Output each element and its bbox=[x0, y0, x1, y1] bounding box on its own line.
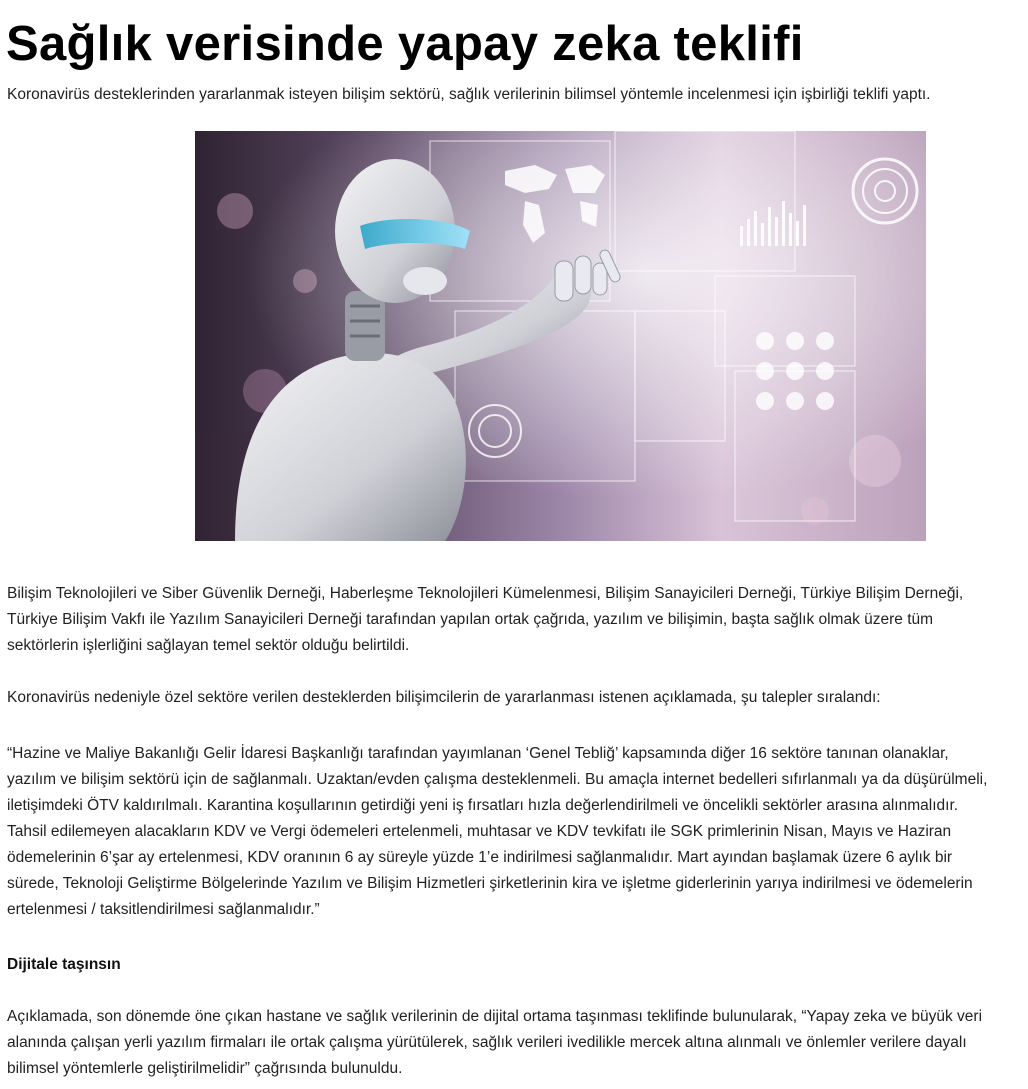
text-line: iletişimdeki ÖTV kaldırılmalı. Karantina koşullarının getirdiği yeni iş fırsatları hızla değerlendirilmeli ve öncelikli sektörler arasına alınmalıdır. bbox=[7, 797, 959, 814]
text-line: Tahsil edilemeyen alacakların KDV ve Vergi ödemeleri ertelenmeli, muhtasar ve KDV tevkifatı ile SGK primlerinin Nisan, Mayıs ve Haziran bbox=[7, 823, 952, 840]
text-line: Bilişim Teknolojileri ve Siber Güvenlik Derneği, Haberleşme Teknolojileri Kümelenmesi, Bilişim Sanayicileri Derneği, Türkiye Bilişim Derneği, bbox=[7, 585, 964, 602]
hero-image bbox=[195, 131, 926, 541]
quote-paragraph bbox=[7, 741, 1023, 923]
text-line: ertelenmesi / taksitlendirilmesi sağlanmalıdır.” bbox=[7, 901, 320, 918]
text-line: sürede, Teknoloji Geliştirme Bölgelerinde Yazılım ve Bilişim Hizmetleri şirketlerinin kira ve işletme giderlerinin yarıya indirilmesi ve ödemelerin bbox=[7, 875, 973, 892]
body-paragraph-1 bbox=[7, 581, 1023, 659]
text-line: sektörlerin işlerliğini sağlayan temel sektör olduğu belirtildi. bbox=[7, 637, 410, 654]
text-line: “Hazine ve Maliye Bakanlığı Gelir İdaresi Başkanlığı tarafından yayımlanan ‘Genel Tebliğ’ kapsamında diğer 16 sektöre tanınan olanaklar, bbox=[7, 745, 949, 762]
text-line: Koronavirüs nedeniyle özel sektöre verilen desteklerden bilişimcilerin de yararlanması istenen açıklamada, şu talepler sıralandı: bbox=[7, 689, 881, 706]
text-line: Türkiye Bilişim Vakfı ile Yazılım Sanayicileri Derneği tarafından yapılan ortak çağrıda, yazılım ve bilişimin, başta sağlık olmak üzere tüm bbox=[7, 611, 934, 628]
text-line: bilimsel yöntemlerle geliştirilmelidir” çağrısında bulunuldu. bbox=[7, 1060, 403, 1077]
body-paragraph-4 bbox=[7, 1004, 1023, 1082]
lead-paragraph: Koronavirüs desteklerinden yararlanmak isteyen bilişim sektörü, sağlık verilerinin bilimsel yöntemle incelenmesi için işbirliği teklifi yaptı. bbox=[7, 86, 931, 103]
body-paragraph-2 bbox=[7, 685, 1023, 711]
subheading: Dijitale taşınsın bbox=[7, 956, 121, 973]
text-line: Açıklamada, son dönemde öne çıkan hastane ve sağlık verilerinin de dijital ortama taşınması teklifinde bulunularak, “Yapay zeka ve büyük veri bbox=[7, 1008, 983, 1025]
headline: Sağlık verisinde yapay zeka teklifi bbox=[6, 17, 804, 71]
text-line: yazılım ve bilişim sektörü için de sağlanmalı. Uzaktan/evden çalışma desteklenmeli. Bu amaçla internet bedelleri sıfırlanmalı ya da düşürülmeli, bbox=[7, 771, 988, 788]
text-line: ödemelerinin 6’şar ay ertelenmesi, KDV oranının 6 ay süreyle yüzde 1’e indirilmesi sağlanmalıdır. Mart ayından başlamak üzere 6 aylık bir bbox=[7, 849, 953, 866]
text-line: alanında çalışan yerli yazılım firmaları ile ortak çalışma yürütülerek, sağlık verileri ivedilikle mercek altına alınmalı ve önlemler verilere dayalı bbox=[7, 1034, 967, 1051]
